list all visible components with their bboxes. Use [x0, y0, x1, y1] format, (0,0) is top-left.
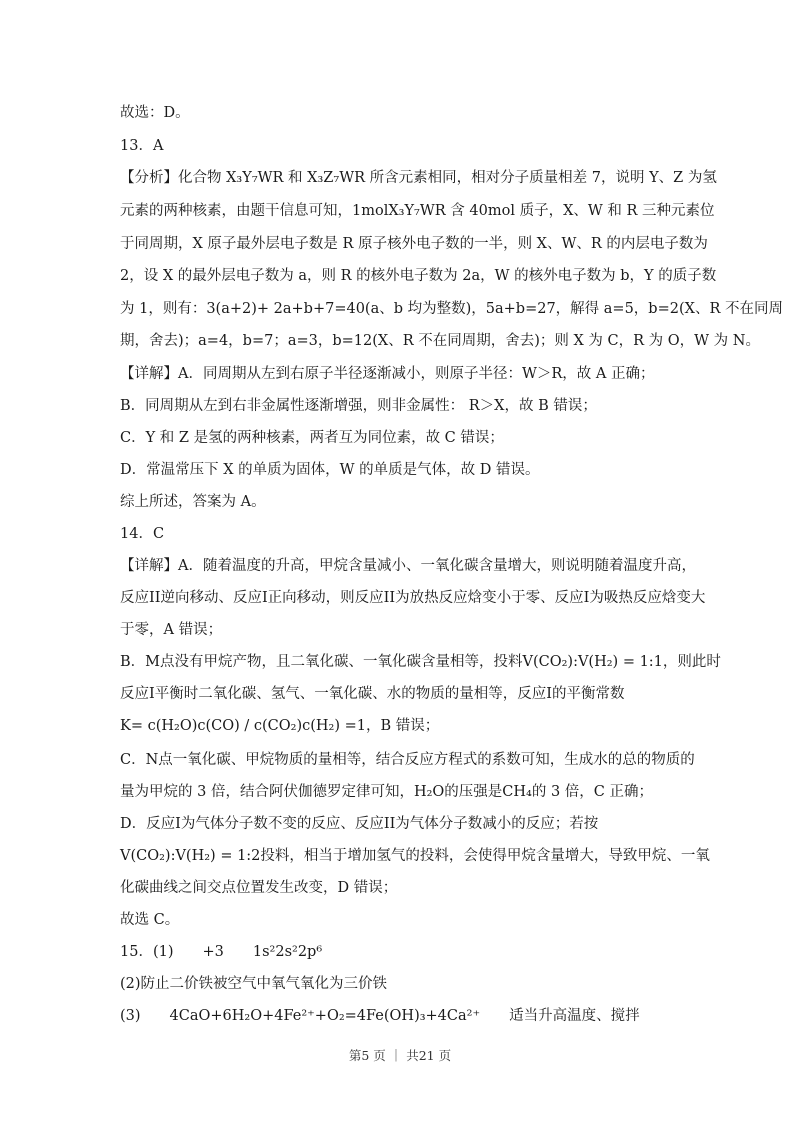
text-line: 化碳曲线之间交点位置发生改变，D 错误； [120, 880, 398, 896]
text-line: V(CO₂):V(H₂) = 1:2投料，相当于增加氢气的投料，会使得甲烷含量增大，导致甲烷、一氧 [120, 848, 710, 864]
text-line: (2)防止二价铁被空气中氧气氧化为三价铁 [120, 976, 388, 992]
text-line: D．反应I为气体分子数不变的反应、反应II为气体分子数减小的反应；若按 [120, 816, 599, 832]
text-line: 于同周期，X 原子最外层电子数是 R 原子核外电子数的一半，则 X、W、R 的内层电子数为 [120, 236, 708, 252]
question-number: 14．C [120, 526, 165, 542]
equilibrium-constant-formula: K= c(H₂O)c(CO) / c(CO₂)c(H₂) =1，B 错误； [120, 718, 440, 734]
text-line: 故选：D。 [120, 105, 190, 121]
text-line: 期，舍去)；a=4，b=7；a=3，b=12(X、R 不在同周期，舍去)；则 X 为 C，R 为 O，W 为 N。 [120, 333, 760, 349]
text-line: C．Y 和 Z 是氢的两种核素，两者互为同位素，故 C 错误； [120, 430, 504, 446]
text-line: B．M点没有甲烷产物，且二氧化碳、一氧化碳含量相等，投料V(CO₂):V(H₂) = 1:1，则此时 [120, 654, 721, 670]
text-line: 元素的两种核素，由题干信息可知，1molX₃Y₇WR 含 40mol 质子，X、W 和 R 三种元素位 [120, 203, 715, 219]
text-line: C．N点一氧化碳、甲烷物质的量相等，结合反应方程式的系数可知，生成水的总的物质的 [120, 752, 695, 768]
text-line: 于零，A 错误； [120, 622, 223, 638]
text-line: (3) 4CaO+6H₂O+4Fe²⁺+O₂=4Fe(OH)₃+4Ca²⁺ 适当升高温度、搅拌 [120, 1008, 640, 1024]
text-line: 为 1，则有：3(a+2)+ 2a+b+7=40(a、b 均为整数)，5a+b=27，解得 a=5，b=2(X、R 不在同周 [120, 301, 783, 317]
text-line: 2，设 X 的最外层电子数为 a，则 R 的核外电子数为 2a，W 的核外电子数为 b，Y 的质子数 [120, 268, 717, 284]
question-number: 15．(1) +3 1s²2s²2p⁶ [120, 944, 323, 960]
text-line: D．常温常压下 X 的单质为固体，W 的单质是气体，故 D 错误。 [120, 462, 540, 478]
text-line: 反应I平衡时二氧化碳、氢气、一氧化碳、水的物质的量相等，反应I的平衡常数 [120, 686, 625, 702]
text-line: 反应II逆向移动、反应I正向移动，则反应II为放热反应焓变小于零、反应I为吸热反应焓变大 [120, 590, 706, 606]
text-line: 故选 C。 [120, 912, 180, 928]
text-line: 综上所述，答案为 A。 [120, 494, 266, 510]
question-number: 13．A [120, 138, 164, 154]
text-line: 【详解】A．同周期从左到右原子半径逐渐减小，则原子半径：W＞R，故 A 正确； [120, 366, 655, 382]
text-line: 【分析】化合物 X₃Y₇WR 和 X₃Z₇WR 所含元素相同，相对分子质量相差 7，说明 Y、Z 为氢 [120, 170, 717, 186]
text-line: B．同周期从左到右非金属性逐渐增强，则非金属性： R＞X，故 B 错误； [120, 398, 597, 414]
text-line: 【详解】A．随着温度的升高，甲烷含量减小、一氧化碳含量增大，则说明随着温度升高， [120, 558, 696, 574]
page-footer: 第5 页 ｜ 共21 页 [348, 1048, 452, 1063]
text-line: 量为甲烷的 3 倍，结合阿伏伽德罗定律可知，H₂O的压强是CH₄的 3 倍，C 正确； [120, 784, 653, 800]
